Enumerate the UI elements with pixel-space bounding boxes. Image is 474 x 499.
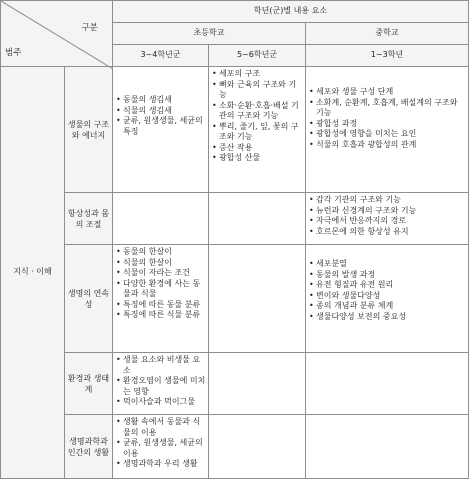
cell-5-6 [209,67,306,193]
diagonal-line [1,1,113,69]
list-item: • 생물다양성 보전의 중요성 [308,312,466,323]
list-item: • 생물 요소와 비생물 요소 [115,355,206,376]
cell-3-4 [113,353,209,415]
list-item: • 세포의 구조 [211,69,303,80]
list-item: • 종의 개념과 분류 체계 [308,301,466,312]
category-label: 생명과학과 인간의 생활 [67,436,110,457]
header-middle: 중학교 [306,23,469,45]
header-elementary: 초등학교 [113,23,306,45]
list-item: • 자극에서 반응까지의 경로 [308,216,466,227]
list-item: • 감각 기관의 구조와 기능 [308,195,466,206]
list-item: • 뼈와 근육의 구조와 기능 [211,80,303,101]
header-gubun: 구분 [81,23,98,33]
header-beomju: 범주 [5,47,22,58]
cell-3-4 [113,415,209,479]
cell-1-3 [306,245,469,353]
list-item: • 호르몬에 의한 항상성 유지 [308,227,466,238]
list-item: • 식물의 호흡과 광합성의 관계 [308,140,466,151]
category-label: 환경과 생태계 [67,373,110,394]
cell-3-4 [113,193,209,245]
list-item: • 특징에 따른 식물 분류 [115,310,206,321]
cell-3-4 [113,67,209,193]
table-row [1,67,469,193]
list-item: • 동물의 생김새 [115,95,206,106]
category-cell [65,353,113,415]
category-cell [65,193,113,245]
table-row [1,415,469,479]
header-grade-1-3: 1~3학년 [306,45,469,67]
list-item: • 소화·순환·호흡·배설 기관의 구조와 기능 [211,101,303,122]
list-item: • 증산 작용 [211,143,303,154]
list-item: • 식물의 한살이 [115,258,206,269]
cell-1-3 [306,415,469,479]
list-item: • 균류, 원생생물, 세균의 이용 [115,438,206,459]
list-item: • 광합성 산물 [211,153,303,164]
category-cell [65,415,113,479]
cell-1-3 [306,67,469,193]
list-item: • 광합성에 영향을 미치는 요인 [308,129,466,140]
list-item: • 소화계, 순환계, 호흡계, 배설계의 구조와 기능 [308,98,466,119]
list-item: • 변이와 생물다양성 [308,291,466,302]
list-item: • 뉴런과 신경계의 구조와 기능 [308,206,466,217]
list-item: • 동물의 발생 과정 [308,270,466,281]
cell-1-3 [306,353,469,415]
list-item: • 동물의 한살이 [115,247,206,258]
domain-label: 지식 · 이해 [1,67,65,479]
table-row [1,193,469,245]
header-diagonal-cell [1,1,113,67]
list-item: • 생활 속에서 동물과 식물의 이용 [115,417,206,438]
list-item: • 먹이사슬과 먹이그물 [115,397,206,408]
list-item: • 세포와 생물 구성 단계 [308,87,466,98]
table-row [1,245,469,353]
category-label: 항상성과 몸의 조절 [67,208,110,229]
header-grade-5-6: 5~6학년군 [209,45,306,67]
cell-5-6 [209,353,306,415]
list-item: • 생명과학과 우리 생활 [115,459,206,470]
cell-3-4 [113,245,209,353]
header-content-elements: 학년(군)별 내용 요소 [113,1,469,23]
cell-5-6 [209,415,306,479]
cell-5-6 [209,245,306,353]
cell-1-3 [306,193,469,245]
category-label: 생물의 구조와 에너지 [67,119,110,140]
list-item: • 환경오염이 생물에 미치는 영향 [115,376,206,397]
header-grade-3-4: 3~4학년군 [113,45,209,67]
list-item: • 광합성 과정 [308,119,466,130]
list-item: • 뿌리, 줄기, 잎, 꽃의 구조와 기능 [211,122,303,143]
list-item: • 식물의 생김새 [115,106,206,117]
list-item: • 세포분열 [308,259,466,270]
list-item: • 다양한 환경에 사는 동물과 식물 [115,279,206,300]
category-cell [65,245,113,353]
list-item: • 균류, 원생생물, 세균의 특징 [115,116,206,137]
table-row [1,353,469,415]
list-item: • 식물이 자라는 조건 [115,268,206,279]
list-item: • 특징에 따른 동물 분류 [115,300,206,311]
cell-5-6 [209,193,306,245]
category-label: 생명의 연속성 [67,288,110,309]
category-cell [65,67,113,193]
list-item: • 유전 형질과 유전 원리 [308,280,466,291]
